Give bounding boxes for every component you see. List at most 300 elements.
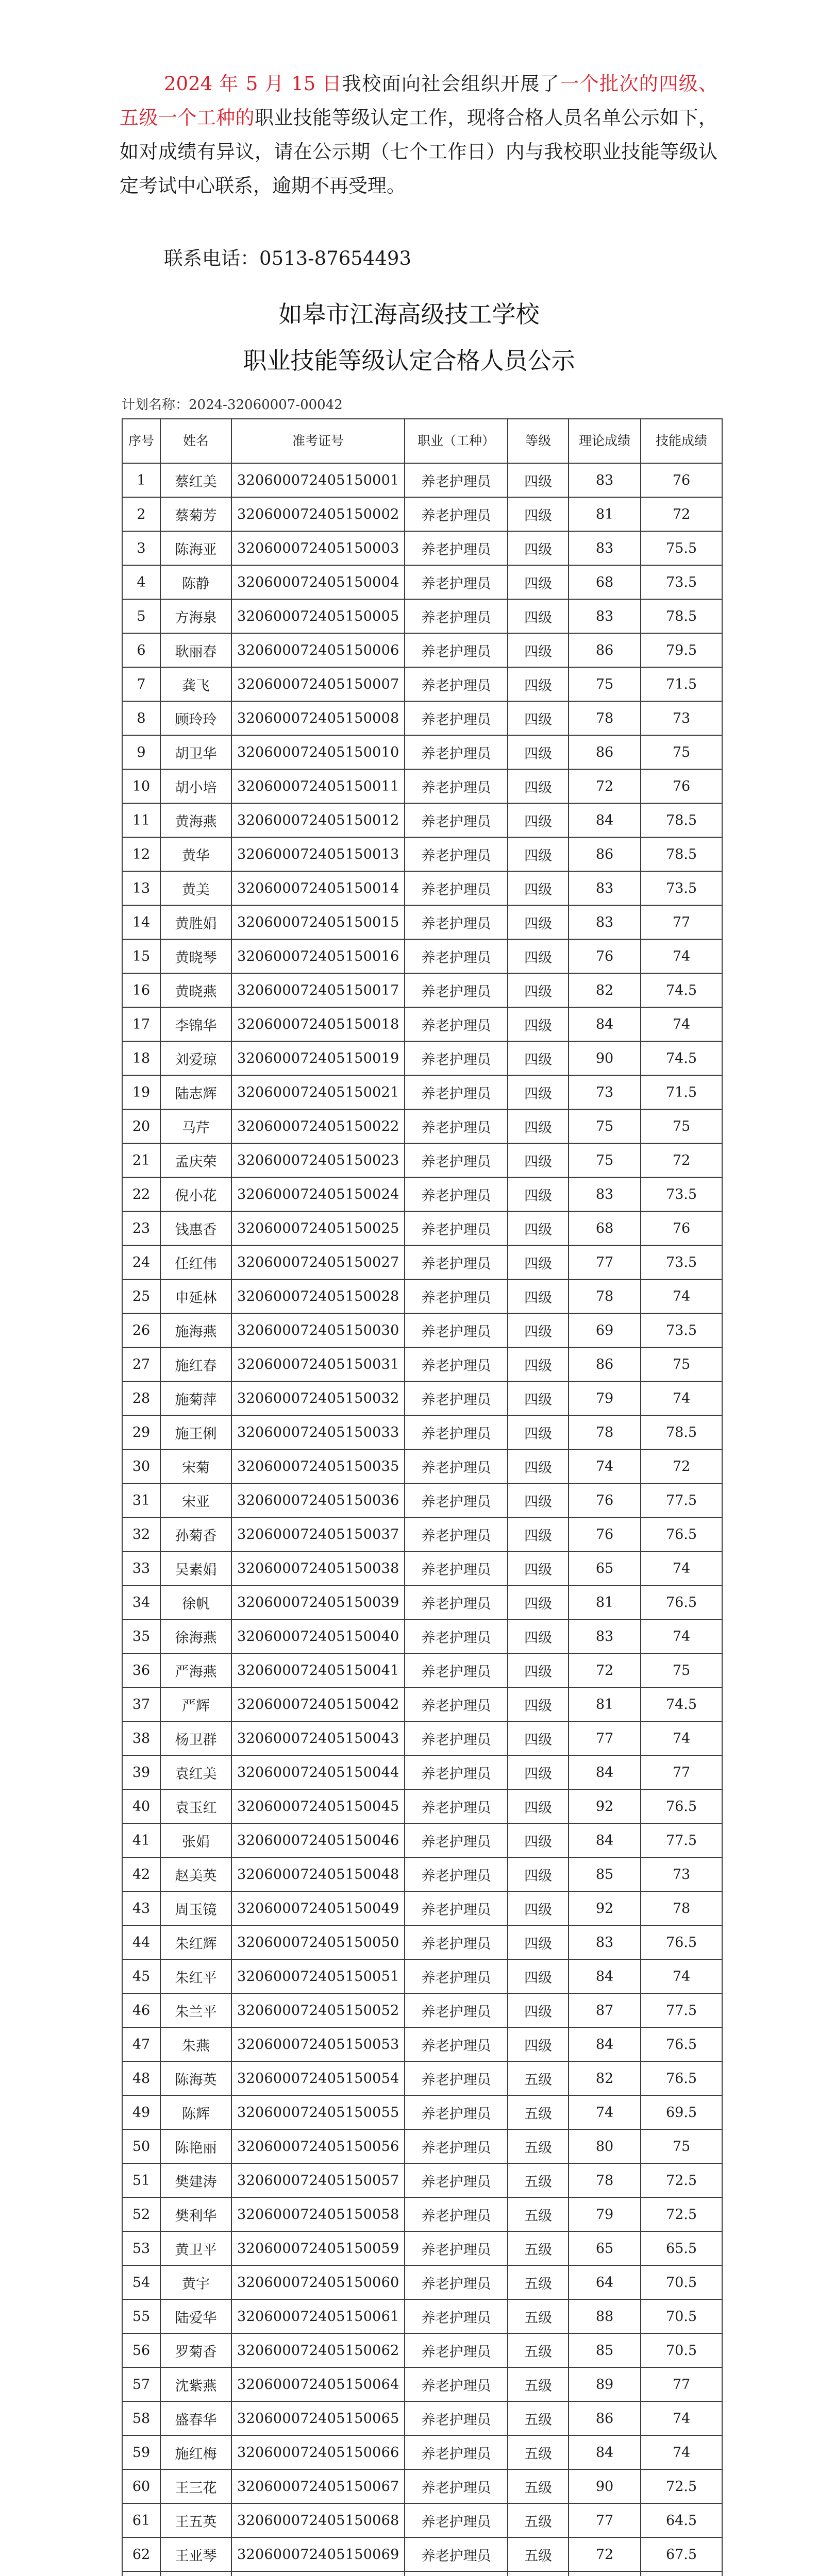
table-row	[122, 2401, 722, 2435]
cell-theory-score: 77	[569, 2503, 641, 2537]
cell-cert-no: 320600072405150033	[231, 1415, 405, 1449]
cell-theory-score: 79	[569, 1381, 641, 1415]
cell-skill-score: 69.5	[641, 2095, 722, 2129]
cell-name: 朱兰平	[160, 1993, 231, 2027]
cell-level: 四级	[508, 1755, 569, 1789]
cell-level: 四级	[508, 1857, 569, 1891]
cell-index: 55	[122, 2299, 160, 2333]
table-row	[122, 1347, 722, 1381]
cell-cert-no: 320600072405150040	[231, 1619, 405, 1653]
cell-name: 施菊萍	[160, 1381, 231, 1415]
cell-skill-score: 77	[641, 905, 722, 939]
cell-occupation: 养老护理员	[405, 565, 508, 599]
cell-cert-no: 320600072405150017	[231, 973, 405, 1007]
cell-name: 蔡红美	[160, 463, 231, 497]
table-row	[122, 2163, 722, 2197]
cell-theory-score: 76	[569, 939, 641, 973]
cell-cert-no: 320600072405150011	[231, 769, 405, 803]
cell-skill-score: 72.5	[641, 2197, 722, 2231]
cell-cert-no	[231, 2571, 405, 2576]
cell-level: 四级	[508, 1823, 569, 1857]
table-row	[122, 1211, 722, 1245]
cell-cert-no: 320600072405150030	[231, 1313, 405, 1347]
cell-cert-no: 320600072405150028	[231, 1279, 405, 1313]
cell-cert-no: 320600072405150039	[231, 1585, 405, 1619]
cell-index: 14	[122, 905, 160, 939]
cell-cert-no: 320600072405150054	[231, 2061, 405, 2095]
cell-name: 龚飞	[160, 667, 231, 701]
cell-occupation: 养老护理员	[405, 667, 508, 701]
cell-cert-no: 320600072405150023	[231, 1143, 405, 1177]
cell-theory-score: 88	[569, 2299, 641, 2333]
table-row	[122, 1143, 722, 1177]
cell-occupation: 养老护理员	[405, 2129, 508, 2163]
cell-occupation: 养老护理员	[405, 2163, 508, 2197]
cell-theory-score: 82	[569, 973, 641, 1007]
cell-index: 39	[122, 1755, 160, 1789]
cell-level: 四级	[508, 1347, 569, 1381]
cell-theory-score: 86	[569, 2401, 641, 2435]
table-row	[122, 1449, 722, 1483]
cell-cert-no: 320600072405150051	[231, 1959, 405, 1993]
cell-level: 五级	[508, 2537, 569, 2571]
cell-occupation: 养老护理员	[405, 1449, 508, 1483]
cell-index: 48	[122, 2061, 160, 2095]
cell-index: 35	[122, 1619, 160, 1653]
cell-theory-score: 81	[569, 1585, 641, 1619]
cell-theory-score: 83	[569, 1177, 641, 1211]
cell-name: 任红伟	[160, 1245, 231, 1279]
cell-occupation: 养老护理员	[405, 973, 508, 1007]
cell-name: 胡卫华	[160, 735, 231, 769]
cell-level: 四级	[508, 599, 569, 633]
cell-cert-no: 320600072405150041	[231, 1653, 405, 1687]
cell-skill-score: 75	[641, 1347, 722, 1381]
cell-cert-no: 320600072405150060	[231, 2265, 405, 2299]
cell-name: 胡小培	[160, 769, 231, 803]
table-row	[122, 2503, 722, 2537]
cell-theory-score: 68	[569, 1211, 641, 1245]
cell-skill-score: 75	[641, 2129, 722, 2163]
cell-cert-no: 320600072405150038	[231, 1551, 405, 1585]
cell-name: 陈海亚	[160, 531, 231, 565]
cell-index: 17	[122, 1007, 160, 1041]
cell-index: 34	[122, 1585, 160, 1619]
cell-name: 罗菊香	[160, 2333, 231, 2367]
cell-index: 40	[122, 1789, 160, 1823]
cell-level: 四级	[508, 463, 569, 497]
cell-cert-no: 320600072405150037	[231, 1517, 405, 1551]
cell-occupation: 养老护理员	[405, 1483, 508, 1517]
cell-cert-no: 320600072405150007	[231, 667, 405, 701]
header-name: 姓名	[160, 419, 231, 463]
cell-occupation: 养老护理员	[405, 2265, 508, 2299]
table-row	[122, 2435, 722, 2469]
cell-level: 五级	[508, 2265, 569, 2299]
cell-level: 五级	[508, 2401, 569, 2435]
cell-occupation: 养老护理员	[405, 1007, 508, 1041]
cell-occupation: 养老护理员	[405, 1109, 508, 1143]
table-row	[122, 1721, 722, 1755]
cell-occupation: 养老护理员	[405, 2469, 508, 2503]
cell-name: 王三花	[160, 2469, 231, 2503]
cell-cert-no: 320600072405150032	[231, 1381, 405, 1415]
cell-index: 26	[122, 1313, 160, 1347]
cell-cert-no: 320600072405150046	[231, 1823, 405, 1857]
cell-index: 51	[122, 2163, 160, 2197]
cell-skill-score: 76	[641, 1211, 722, 1245]
cell-theory-score: 75	[569, 1109, 641, 1143]
cell-name: 陈海英	[160, 2061, 231, 2095]
cell-skill-score	[641, 2571, 722, 2576]
cell-index: 15	[122, 939, 160, 973]
cell-level: 四级	[508, 1585, 569, 1619]
cell-cert-no: 320600072405150049	[231, 1891, 405, 1925]
cell-skill-score: 78.5	[641, 1415, 722, 1449]
cell-level: 四级	[508, 1789, 569, 1823]
cell-cert-no: 320600072405150004	[231, 565, 405, 599]
table-row	[122, 633, 722, 667]
cell-occupation: 养老护理员	[405, 463, 508, 497]
cell-theory-score: 65	[569, 1551, 641, 1585]
cell-index: 46	[122, 1993, 160, 2027]
cell-name: 樊建涛	[160, 2163, 231, 2197]
table-row	[122, 2299, 722, 2333]
table-row	[122, 1075, 722, 1109]
cell-occupation: 养老护理员	[405, 1721, 508, 1755]
cell-name: 蔡菊芳	[160, 497, 231, 531]
cell-cert-no: 320600072405150045	[231, 1789, 405, 1823]
cell-index: 18	[122, 1041, 160, 1075]
cell-level: 四级	[508, 531, 569, 565]
cell-index: 43	[122, 1891, 160, 1925]
cell-cert-no: 320600072405150044	[231, 1755, 405, 1789]
cell-index: 19	[122, 1075, 160, 1109]
cell-cert-no: 320600072405150031	[231, 1347, 405, 1381]
table-header-row	[122, 419, 722, 463]
table-row	[122, 2095, 722, 2129]
cell-level: 五级	[508, 2061, 569, 2095]
cell-theory-score: 69	[569, 1313, 641, 1347]
cell-cert-no: 320600072405150066	[231, 2435, 405, 2469]
cell-level: 五级	[508, 2231, 569, 2265]
cell-name: 樊利华	[160, 2197, 231, 2231]
cell-index: 45	[122, 1959, 160, 1993]
cell-level: 四级	[508, 1721, 569, 1755]
cell-index: 42	[122, 1857, 160, 1891]
cell-occupation: 养老护理员	[405, 769, 508, 803]
cell-theory-score: 72	[569, 1653, 641, 1687]
cell-name: 陆爱华	[160, 2299, 231, 2333]
table-row	[122, 871, 722, 905]
cell-skill-score: 75	[641, 1653, 722, 1687]
cell-cert-no: 320600072405150022	[231, 1109, 405, 1143]
cell-level: 四级	[508, 497, 569, 531]
cell-theory-score: 68	[569, 565, 641, 599]
cell-cert-no: 320600072405150012	[231, 803, 405, 837]
cell-index: 30	[122, 1449, 160, 1483]
cell-cert-no: 320600072405150061	[231, 2299, 405, 2333]
cell-occupation: 养老护理员	[405, 2333, 508, 2367]
cell-cert-no: 320600072405150035	[231, 1449, 405, 1483]
cell-level: 五级	[508, 2197, 569, 2231]
cell-cert-no: 320600072405150059	[231, 2231, 405, 2265]
cell-theory-score: 81	[569, 1687, 641, 1721]
cell-skill-score: 74	[641, 1279, 722, 1313]
table-row	[122, 1517, 722, 1551]
cell-theory-score	[569, 2571, 641, 2576]
cell-name: 杨卫群	[160, 1721, 231, 1755]
cell-index: 47	[122, 2027, 160, 2061]
cell-theory-score: 86	[569, 735, 641, 769]
cell-level: 四级	[508, 565, 569, 599]
table-row	[122, 2231, 722, 2265]
cell-index: 50	[122, 2129, 160, 2163]
cell-name: 徐帆	[160, 1585, 231, 1619]
cell-skill-score: 72	[641, 497, 722, 531]
cell-theory-score: 84	[569, 2435, 641, 2469]
table-row	[122, 837, 722, 871]
table-row	[122, 667, 722, 701]
cell-occupation: 养老护理员	[405, 2197, 508, 2231]
cell-level: 四级	[508, 871, 569, 905]
cell-skill-score: 70.5	[641, 2333, 722, 2367]
cell-skill-score: 67.5	[641, 2537, 722, 2571]
cell-theory-score: 84	[569, 803, 641, 837]
cell-occupation: 养老护理员	[405, 1993, 508, 2027]
cell-name: 袁玉红	[160, 1789, 231, 1823]
cell-skill-score: 73.5	[641, 565, 722, 599]
cell-cert-no: 320600072405150006	[231, 633, 405, 667]
cell-level: 四级	[508, 735, 569, 769]
table-row	[122, 1823, 722, 1857]
cell-index: 60	[122, 2469, 160, 2503]
cell-name: 耿丽春	[160, 633, 231, 667]
cell-theory-score: 84	[569, 1755, 641, 1789]
cell-name: 宋菊	[160, 1449, 231, 1483]
cell-level: 四级	[508, 1551, 569, 1585]
cell-theory-score: 76	[569, 1517, 641, 1551]
cell-index: 37	[122, 1687, 160, 1721]
cell-name: 马芹	[160, 1109, 231, 1143]
cell-occupation: 养老护理员	[405, 2027, 508, 2061]
cell-level: 四级	[508, 905, 569, 939]
cell-name: 施红春	[160, 1347, 231, 1381]
table-row	[122, 1585, 722, 1619]
cell-cert-no: 320600072405150027	[231, 1245, 405, 1279]
cell-name: 黄胜娟	[160, 905, 231, 939]
cell-occupation: 养老护理员	[405, 1823, 508, 1857]
cell-skill-score: 78.5	[641, 803, 722, 837]
cell-occupation: 养老护理员	[405, 2095, 508, 2129]
cell-occupation: 养老护理员	[405, 1755, 508, 1789]
cell-skill-score: 74.5	[641, 1687, 722, 1721]
cell-skill-score: 76.5	[641, 1517, 722, 1551]
cell-index: 44	[122, 1925, 160, 1959]
table-row	[122, 2129, 722, 2163]
cell-occupation: 养老护理员	[405, 1143, 508, 1177]
plan-name	[122, 394, 343, 413]
cell-skill-score: 72	[641, 1143, 722, 1177]
cell-index: 2	[122, 497, 160, 531]
cell-theory-score: 65	[569, 2231, 641, 2265]
cell-name: 黄晓燕	[160, 973, 231, 1007]
cell-level: 四级	[508, 1483, 569, 1517]
cell-index: 10	[122, 769, 160, 803]
cell-theory-score: 83	[569, 1619, 641, 1653]
cell-name: 吴素娟	[160, 1551, 231, 1585]
cell-theory-score: 86	[569, 633, 641, 667]
cell-name: 顾玲玲	[160, 701, 231, 735]
cell-skill-score: 76.5	[641, 1925, 722, 1959]
cell-index: 22	[122, 1177, 160, 1211]
cell-skill-score: 73	[641, 701, 722, 735]
cell-cert-no: 320600072405150019	[231, 1041, 405, 1075]
cell-cert-no: 320600072405150024	[231, 1177, 405, 1211]
table-row	[122, 701, 722, 735]
cell-occupation: 养老护理员	[405, 1313, 508, 1347]
cell-name: 陈辉	[160, 2095, 231, 2129]
cell-name: 陈艳丽	[160, 2129, 231, 2163]
cell-skill-score: 73.5	[641, 1245, 722, 1279]
cell-skill-score: 74	[641, 1007, 722, 1041]
cell-occupation: 养老护理员	[405, 1211, 508, 1245]
cell-level: 四级	[508, 837, 569, 871]
cell-index: 25	[122, 1279, 160, 1313]
cell-theory-score: 90	[569, 1041, 641, 1075]
cell-theory-score: 84	[569, 1007, 641, 1041]
cell-skill-score: 72	[641, 1449, 722, 1483]
cell-theory-score: 82	[569, 2061, 641, 2095]
cell-theory-score: 92	[569, 1891, 641, 1925]
cell-cert-no: 320600072405150016	[231, 939, 405, 973]
cell-theory-score: 77	[569, 1245, 641, 1279]
cell-skill-score: 73	[641, 1857, 722, 1891]
cell-level: 五级	[508, 2367, 569, 2401]
cell-theory-score: 81	[569, 497, 641, 531]
cell-cert-no: 320600072405150062	[231, 2333, 405, 2367]
cell-level: 五级	[508, 2299, 569, 2333]
announcement-title: 职业技能等级认定合格人员公示	[243, 347, 575, 375]
table-row	[122, 2265, 722, 2299]
table-row	[122, 1007, 722, 1041]
cell-occupation: 养老护理员	[405, 2537, 508, 2571]
cell-skill-score: 76	[641, 463, 722, 497]
cell-skill-score: 71.5	[641, 667, 722, 701]
cell-skill-score: 72.5	[641, 2163, 722, 2197]
cell-theory-score: 83	[569, 531, 641, 565]
table-row	[122, 1959, 722, 1993]
cell-name: 黄卫平	[160, 2231, 231, 2265]
header-theory-score: 理论成绩	[569, 419, 641, 463]
table-row	[122, 769, 722, 803]
cell-cert-no: 320600072405150001	[231, 463, 405, 497]
table-row	[122, 2061, 722, 2095]
cell-level: 四级	[508, 1381, 569, 1415]
table-row	[122, 1551, 722, 1585]
table-row	[122, 497, 722, 531]
cell-level: 五级	[508, 2095, 569, 2129]
cell-theory-score: 72	[569, 769, 641, 803]
cell-skill-score: 75	[641, 735, 722, 769]
cell-index: 49	[122, 2095, 160, 2129]
cell-skill-score: 74	[641, 1959, 722, 1993]
cell-skill-score: 76.5	[641, 1789, 722, 1823]
cell-skill-score: 74	[641, 2401, 722, 2435]
cell-cert-no: 320600072405150055	[231, 2095, 405, 2129]
cell-level	[508, 2571, 569, 2576]
table-row	[122, 735, 722, 769]
cell-theory-score: 78	[569, 2163, 641, 2197]
cell-theory-score: 76	[569, 1483, 641, 1517]
cell-occupation: 养老护理员	[405, 1551, 508, 1585]
cell-cert-no: 320600072405150069	[231, 2537, 405, 2571]
cell-theory-score: 84	[569, 2027, 641, 2061]
cell-name: 黄美	[160, 871, 231, 905]
cell-theory-score: 86	[569, 1347, 641, 1381]
table-row	[122, 1891, 722, 1925]
cell-occupation: 养老护理员	[405, 2435, 508, 2469]
cell-name: 周玉镜	[160, 1891, 231, 1925]
cell-skill-score: 74	[641, 1721, 722, 1755]
cell-name: 王亚琴	[160, 2537, 231, 2571]
cell-occupation: 养老护理员	[405, 1789, 508, 1823]
cell-cert-no: 320600072405150050	[231, 1925, 405, 1959]
cell-index: 33	[122, 1551, 160, 1585]
cell-index: 31	[122, 1483, 160, 1517]
cell-skill-score: 76.5	[641, 1585, 722, 1619]
cell-theory-score: 72	[569, 2537, 641, 2571]
cell-theory-score: 89	[569, 2367, 641, 2401]
cell-skill-score: 71.5	[641, 1075, 722, 1109]
plan-code: 2024-32060007-00042	[189, 397, 343, 413]
table-row	[122, 2027, 722, 2061]
notice-highlight: 一个批次的四级、五级一个工种的	[120, 73, 718, 129]
table-row	[122, 1279, 722, 1313]
cell-theory-score: 78	[569, 701, 641, 735]
table-row	[122, 2367, 722, 2401]
cell-cert-no: 320600072405150002	[231, 497, 405, 531]
cell-theory-score: 85	[569, 1857, 641, 1891]
cell-cert-no: 320600072405150067	[231, 2469, 405, 2503]
table-row	[122, 599, 722, 633]
cell-cert-no: 320600072405150052	[231, 1993, 405, 2027]
cell-name: 陈静	[160, 565, 231, 599]
cell-name: 朱红辉	[160, 1925, 231, 1959]
cell-name: 严海燕	[160, 1653, 231, 1687]
cell-name: 黄海燕	[160, 803, 231, 837]
cell-occupation: 养老护理员	[405, 2503, 508, 2537]
cell-level: 四级	[508, 803, 569, 837]
cell-index: 20	[122, 1109, 160, 1143]
cell-name: 施红梅	[160, 2435, 231, 2469]
cell-skill-score: 74	[641, 1381, 722, 1415]
cell-theory-score: 78	[569, 1279, 641, 1313]
table-row	[122, 1313, 722, 1347]
header-skill-score: 技能成绩	[641, 419, 722, 463]
cell-cert-no: 320600072405150008	[231, 701, 405, 735]
table-row	[122, 1687, 722, 1721]
plan-label: 计划名称：	[122, 397, 189, 413]
cell-cert-no: 320600072405150057	[231, 2163, 405, 2197]
table-row	[122, 1415, 722, 1449]
cell-index: 24	[122, 1245, 160, 1279]
cell-theory-score: 64	[569, 2265, 641, 2299]
notice-text-2: 职业技能等级认定工作，现将合格人员名单公示如下，如对成绩有异议，请在公示期（七个工作日）内与我校职业技能等级认定考试中心联系，逾期不再受理。	[120, 107, 718, 197]
cell-occupation: 养老护理员	[405, 2367, 508, 2401]
cell-index: 9	[122, 735, 160, 769]
cell-name: 申延林	[160, 1279, 231, 1313]
